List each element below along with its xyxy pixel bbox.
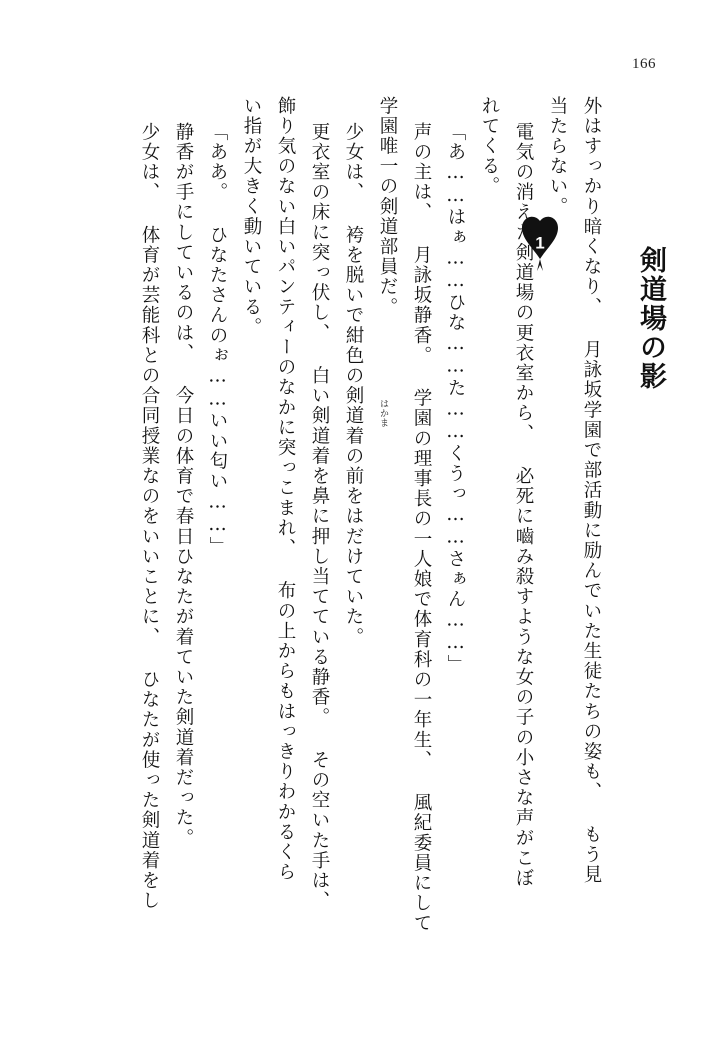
text-column: 声の主は、 月詠坂静香。 学園の理事長の一人娘で体育科の一年生、 風紀委員にして [411,122,432,934]
text-column: 少女は、 体育が芸能科との合同授業なのをいいことに、 ひなたが使った剣道着をし [139,122,160,911]
text-column: 「あ……はぁ……ひな……た……くうっ……さぁん……」 [445,122,466,675]
ruby-annotation: はかま [378,399,388,428]
text-column: 学園唯一の剣道部員だ。 [377,96,398,318]
text-column: 飾り気のない白いパンティーのなかに突っこまれ、 布の上からもはっきりわかるくら [275,96,296,883]
chapter-title: 剣道場の影 [635,246,666,391]
vertical-text-body [44,96,664,1010]
chapter-number: 1 [535,233,545,253]
page-number: 166 [632,56,656,72]
text-column: 更衣室の床に突っ伏し、 白い剣道着を鼻に押し当てている静香。 その空いた手は、 [309,122,330,911]
text-column: 当たらない。 [547,96,568,217]
text-column: 静香が手にしているのは、 今日の体育で春日ひなたが着ていた剣道着だった。 [173,122,194,849]
text-column: れてくる。 [479,96,500,197]
text-column: 外はすっかり暗くなり、 月詠坂学園で部活動に励んでいた生徒たちの姿も、 もう見 [581,96,602,885]
text-column: 「ああ。 ひなたさんのぉ……いい匂い……」 [207,122,228,557]
text-column: 電気の消えた剣道場の更衣室から、 必死に嚙み殺すような女の子の小さな声がこぼ [513,122,534,889]
text-column: い指が大きく動いている。 [241,96,262,338]
text-column: 少女は、 袴を脱いで紺色の剣道着の前をはだけていた。 [343,122,364,648]
